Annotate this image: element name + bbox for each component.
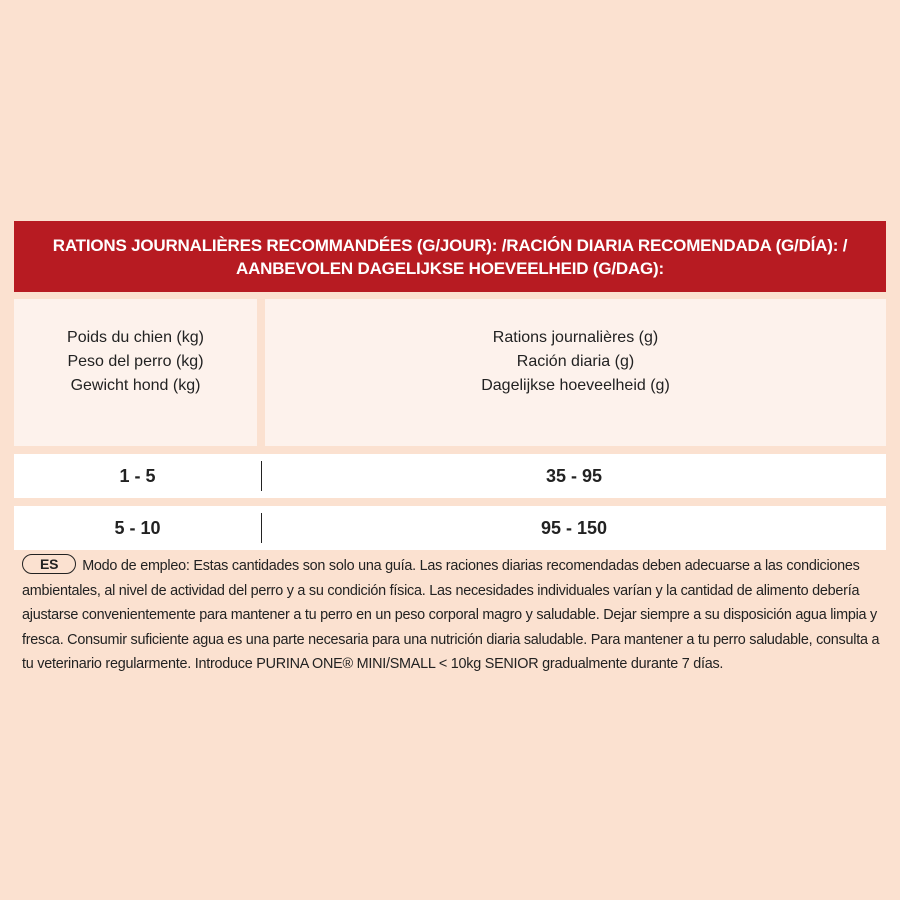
weight-cell: 1 - 5 [119, 465, 156, 486]
ration-column-header [265, 299, 886, 446]
weight-cell: 5 - 10 [114, 517, 161, 538]
feeding-guide [14, 221, 886, 550]
table-row [14, 454, 886, 498]
usage-notes [22, 554, 880, 677]
table-header-row [14, 299, 886, 446]
ration-cell: 35 - 95 [545, 465, 603, 486]
ration-header-es: Ración diaria (g) [516, 353, 635, 370]
ration-header-nl: Dagelijkse hoeveelheid (g) [481, 377, 670, 394]
weight-column-header [14, 299, 257, 446]
ration-header-fr: Rations journalières (g) [492, 329, 659, 346]
ration-cell: 95 - 150 [540, 517, 608, 538]
weight-header-fr: Poids du chien (kg) [67, 329, 204, 346]
feeding-title-line-2: AANBEVOLEN DAGELIJKSE HOEVEELHEID (G/DAG): [236, 258, 664, 278]
feeding-title-line-1: RATIONS JOURNALIÈRES RECOMMANDÉES (G/JOUR): /RACIÓN DIARIA RECOMENDADA (G/DÍA): / [52, 235, 848, 255]
feeding-title-bar [14, 221, 886, 292]
weight-header-es: Peso del perro (kg) [67, 353, 204, 370]
weight-header-nl: Gewicht hond (kg) [70, 377, 201, 394]
language-badge: ES [22, 554, 76, 574]
usage-notes-text: Modo de empleo: Estas cantidades son solo una guía. Las raciones diarias recomendadas deben adecuarse a las condiciones ambientales, al nivel de actividad del perro y a su condición física. Las necesidades individuales varían y la cantidad de alimento debería ajustarse convenientemente para mantener a tu perro en un peso corporal magro y saludable. Dejar siempre a su disposición agua limpia y fresca. Consumir suficiente agua es una parte necesaria para una nutrición diaria saludable. Para mantener a tu perro saludable, consulta a tu veterinario regularmente. Introduce PURINA ONE® MINI/SMALL < 10kg SENIOR gradualmente durante 7 días. [22, 558, 880, 672]
table-row [14, 506, 886, 550]
